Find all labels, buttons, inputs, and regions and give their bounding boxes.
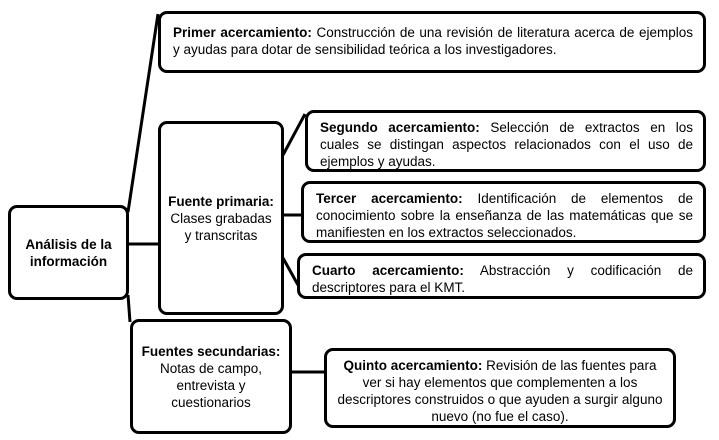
segundo-acercamiento-box [305,110,706,172]
connector-primaria-cuarto [283,258,298,285]
primer-acercamiento-box [158,11,706,73]
connector-primaria-segundo [283,114,305,155]
fuente-primaria-text: Clases grabadas y transcritas [170,210,272,243]
fuentes-secundarias-text: Notas de campo, entrevista y cuestionarios [159,360,263,410]
fuente-primaria-box [158,121,284,315]
fuente-primaria-title: Fuente primaria: [168,193,274,209]
quinto-text: Revisión de las fuentes para ver si hay elementos que complementen a los descriptores construidos o que ayuden a surgir alguno nuevo (no fue el caso). [337,358,663,424]
tercer-acercamiento-box [301,181,706,243]
segundo-title: Segundo acercamiento: [320,120,480,135]
cuarto-title: Cuarto acercamiento: [312,263,464,278]
primer-title: Primer acercamiento: [173,25,312,40]
quinto-title: Quinto acercamiento: [343,358,483,373]
cuarto-acercamiento-box [297,253,706,299]
tercer-text: Identificación de elementos de conocimiento sobre la enseñanza de las matemáticas que se manifiesten en los extractos seleccionados. [316,191,693,240]
quinto-acercamiento-box [324,348,676,428]
connector-root-fuentes-secundarias [128,295,130,322]
primer-text: Construcción de una revisión de literatura acerca de ejemplos y ayudas para dotar de sensibilidad teórica a los investigadores. [173,25,693,57]
segundo-text: Selección de extractos en los cuales se distingan aspectos relacionados con el uso de ejemplos y ayudas. [320,120,693,169]
connector-root-primer [128,14,158,212]
root-label: Análisis de la información [25,236,112,269]
tercer-title: Tercer acercamiento: [316,191,463,206]
fuentes-secundarias-box [130,319,292,434]
cuarto-text: Abstracción y codificación de descriptores para el KMT. [312,263,693,295]
root-node [8,205,129,300]
fuentes-secundarias-title: Fuentes secundarias: [141,343,281,359]
